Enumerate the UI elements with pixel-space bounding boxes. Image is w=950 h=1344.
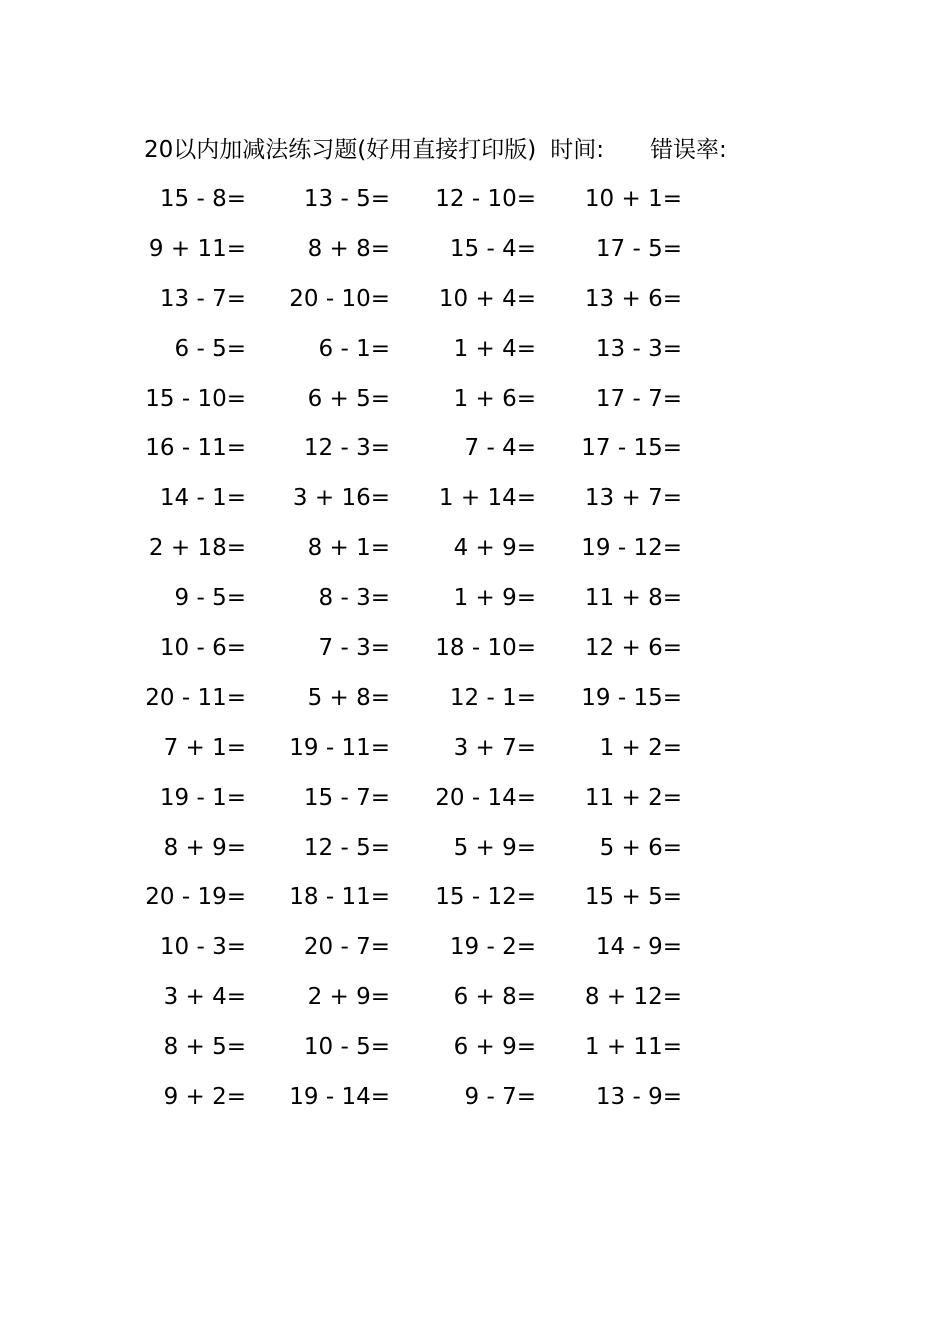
problem-row: [0, 1080, 950, 1130]
problem-item: 15 - 4=: [449, 235, 536, 262]
problem-item: 20 - 11=: [145, 684, 246, 711]
problem-item: 12 - 1=: [449, 684, 536, 711]
problem-item: 12 - 3=: [303, 435, 390, 462]
problem-item: 8 - 3=: [318, 585, 390, 612]
problem-item: 4 + 9=: [453, 535, 536, 562]
problem-row: [0, 831, 950, 881]
problem-row: [0, 930, 950, 980]
problem-item: 2 + 18=: [148, 535, 246, 562]
problem-item: 8 + 9=: [163, 834, 246, 861]
problem-item: 3 + 7=: [453, 734, 536, 761]
problem-item: 3 + 4=: [163, 984, 246, 1011]
problem-row: [0, 481, 950, 531]
problem-row: [0, 332, 950, 382]
problem-item: 11 + 8=: [584, 585, 682, 612]
problem-row: [0, 980, 950, 1030]
problem-item: 13 - 9=: [595, 1084, 682, 1111]
problem-item: 15 + 5=: [584, 884, 682, 911]
problem-item: 1 + 4=: [453, 335, 536, 362]
problem-item: 5 + 6=: [599, 834, 682, 861]
problem-item: 13 - 5=: [303, 186, 390, 212]
problem-item: 9 + 11=: [148, 235, 246, 262]
problem-row: [0, 631, 950, 681]
problem-item: 10 - 5=: [303, 1034, 390, 1061]
problem-item: 19 - 15=: [581, 684, 682, 711]
problem-item: 19 - 11=: [289, 734, 390, 761]
problem-item: 20 - 10=: [289, 285, 390, 312]
worksheet-header: [144, 134, 727, 166]
problem-item: 17 - 7=: [595, 385, 682, 412]
problem-item: 8 + 5=: [163, 1034, 246, 1061]
problem-item: 15 - 12=: [435, 884, 536, 911]
problem-item: 16 - 11=: [145, 435, 246, 462]
problem-item: 15 - 10=: [145, 385, 246, 412]
problem-item: 15 - 8=: [159, 186, 246, 212]
problem-item: 13 + 7=: [584, 485, 682, 512]
problem-item: 6 + 5=: [307, 385, 390, 412]
problem-row: [0, 182, 950, 232]
problem-item: 6 + 8=: [453, 984, 536, 1011]
problem-item: 8 + 12=: [584, 984, 682, 1011]
problem-item: 20 - 19=: [145, 884, 246, 911]
time-label: 时间:: [550, 137, 604, 163]
problem-item: 19 - 12=: [581, 535, 682, 562]
problem-item: 8 + 8=: [307, 235, 390, 262]
problem-row: [0, 681, 950, 731]
problem-item: 13 + 6=: [584, 285, 682, 312]
problem-item: 20 - 14=: [435, 784, 536, 811]
problem-grid: [0, 182, 950, 1130]
problem-item: 18 - 10=: [435, 635, 536, 662]
problem-item: 9 + 2=: [163, 1084, 246, 1111]
problem-item: 10 - 3=: [159, 934, 246, 961]
problem-item: 13 - 7=: [159, 285, 246, 312]
problem-row: [0, 731, 950, 781]
problem-row: [0, 1030, 950, 1080]
problem-item: 2 + 9=: [307, 984, 390, 1011]
problem-item: 1 + 14=: [438, 485, 536, 512]
problem-item: 8 + 1=: [307, 535, 390, 562]
problem-item: 7 - 4=: [464, 435, 536, 462]
problem-row: [0, 531, 950, 581]
problem-item: 1 + 11=: [584, 1034, 682, 1061]
problem-item: 1 + 2=: [599, 734, 682, 761]
problem-item: 19 - 1=: [159, 784, 246, 811]
problem-item: 1 + 9=: [453, 585, 536, 612]
problem-item: 19 - 14=: [289, 1084, 390, 1111]
problem-item: 9 - 7=: [464, 1084, 536, 1111]
problem-row: [0, 232, 950, 282]
problem-row: [0, 581, 950, 631]
problem-item: 12 - 10=: [435, 186, 536, 212]
worksheet-title: 20以内加减法练习题(好用直接打印版): [144, 137, 537, 163]
problem-row: [0, 781, 950, 831]
problem-item: 12 + 6=: [584, 635, 682, 662]
problem-row: [0, 880, 950, 930]
problem-item: 1 + 6=: [453, 385, 536, 412]
problem-item: 5 + 8=: [307, 684, 390, 711]
problem-row: [0, 382, 950, 432]
problem-row: [0, 282, 950, 332]
problem-item: 17 - 5=: [595, 235, 682, 262]
error-rate-label: 错误率:: [649, 137, 727, 163]
problem-item: 6 + 9=: [453, 1034, 536, 1061]
problem-item: 7 + 1=: [163, 734, 246, 761]
problem-item: 10 - 6=: [159, 635, 246, 662]
problem-item: 17 - 15=: [581, 435, 682, 462]
problem-item: 18 - 11=: [289, 884, 390, 911]
problem-item: 19 - 2=: [449, 934, 536, 961]
problem-item: 14 - 9=: [595, 934, 682, 961]
problem-item: 10 + 1=: [584, 186, 682, 212]
problem-item: 6 - 1=: [318, 335, 390, 362]
problem-item: 11 + 2=: [584, 784, 682, 811]
problem-item: 10 + 4=: [438, 285, 536, 312]
problem-item: 9 - 5=: [174, 585, 246, 612]
problem-item: 14 - 1=: [159, 485, 246, 512]
problem-row: [0, 431, 950, 481]
problem-item: 5 + 9=: [453, 834, 536, 861]
problem-item: 13 - 3=: [595, 335, 682, 362]
problem-item: 3 + 16=: [292, 485, 390, 512]
problem-item: 7 - 3=: [318, 635, 390, 662]
problem-item: 20 - 7=: [303, 934, 390, 961]
problem-item: 6 - 5=: [174, 335, 246, 362]
problem-item: 15 - 7=: [303, 784, 390, 811]
problem-item: 12 - 5=: [303, 834, 390, 861]
